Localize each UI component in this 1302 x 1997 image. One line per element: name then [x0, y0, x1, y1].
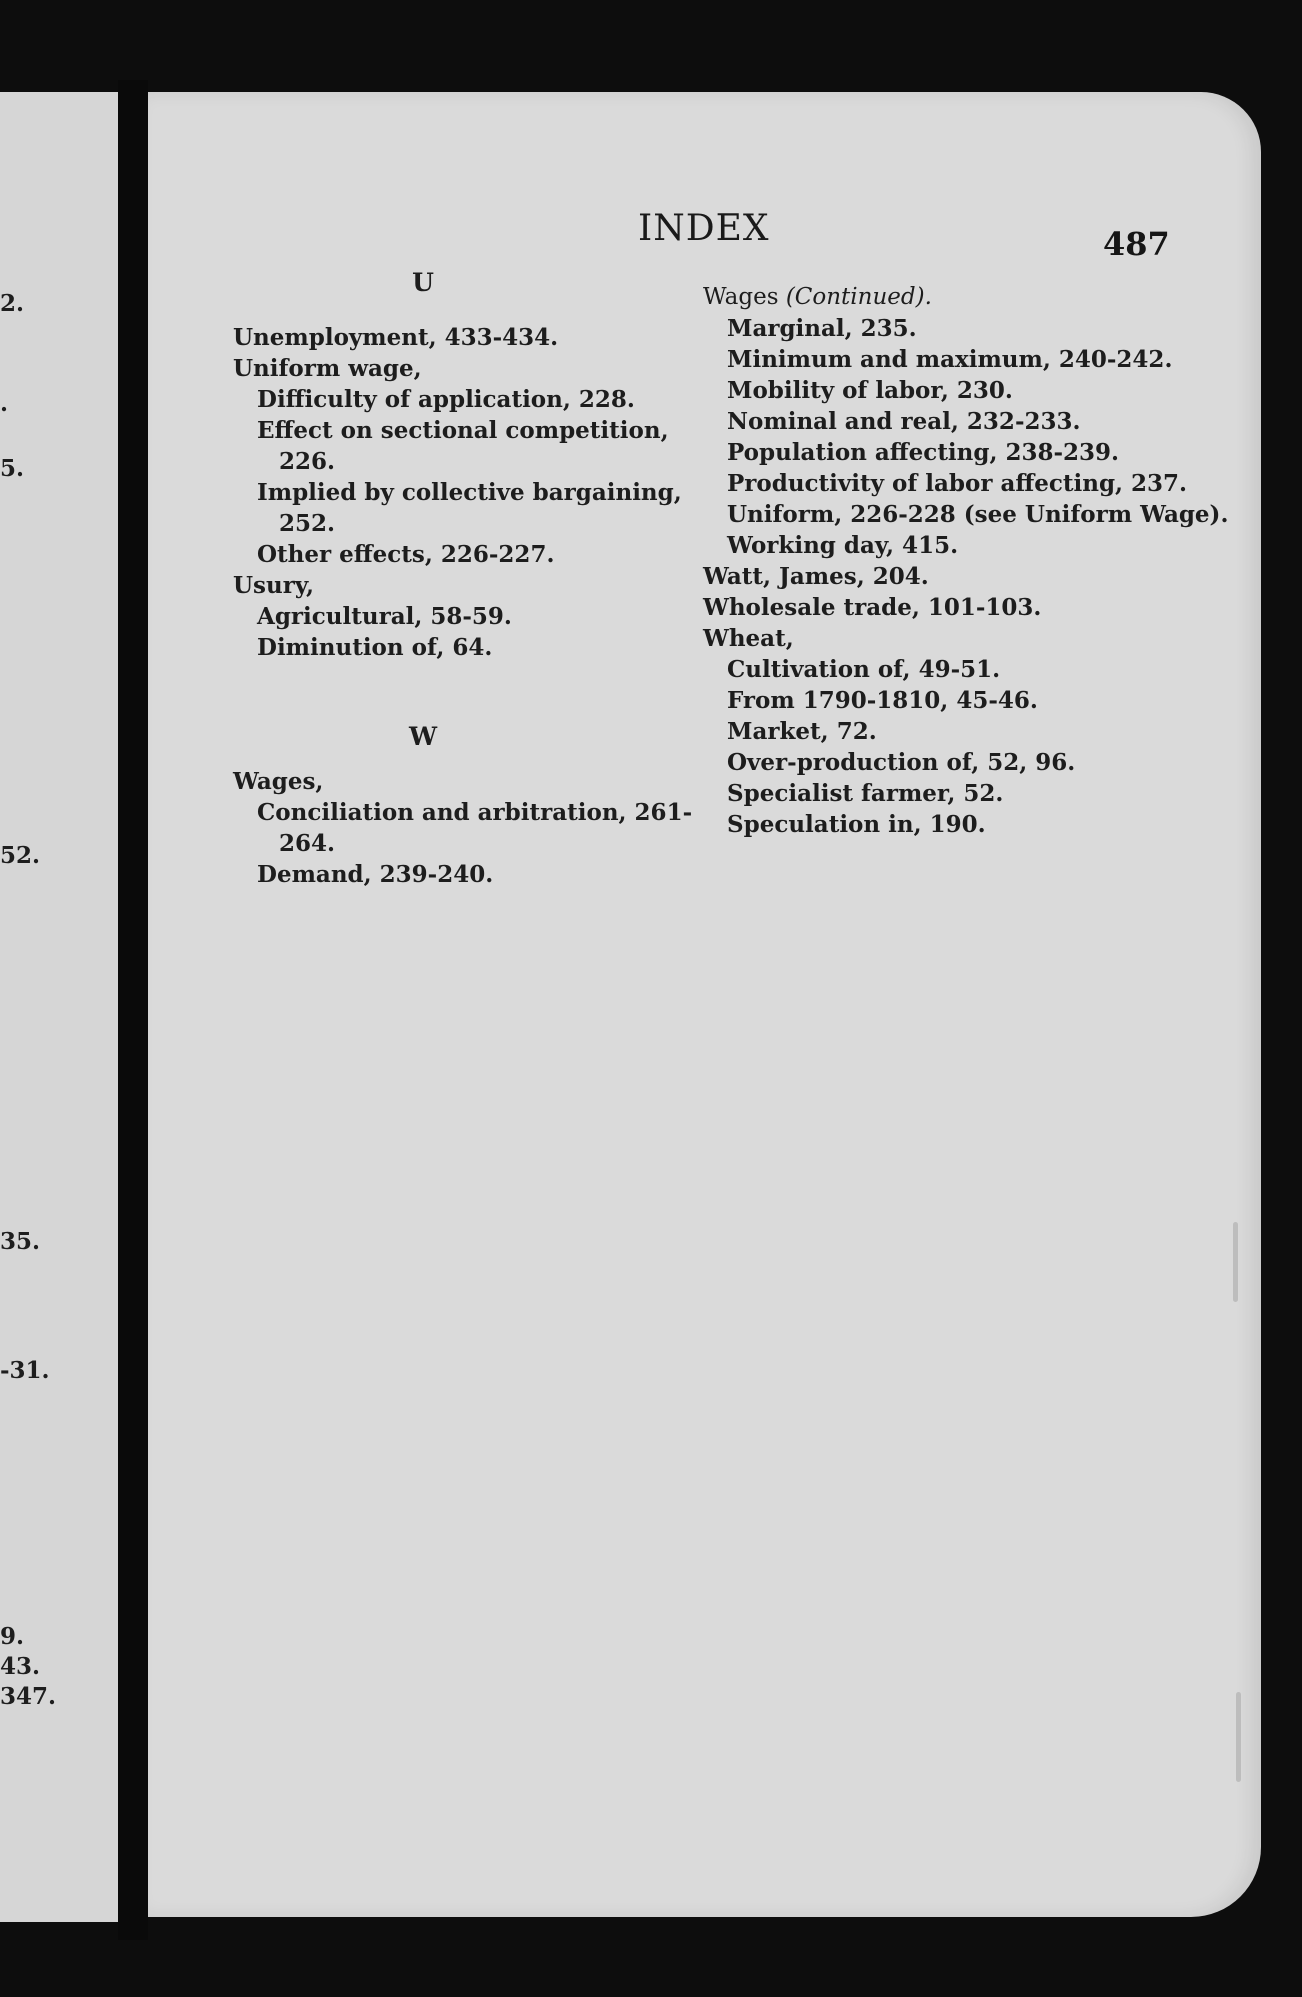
- page-title: INDEX: [638, 208, 770, 249]
- index-subentry: Minimum and maximum, 240-242.: [727, 346, 1173, 373]
- book-gutter: [118, 80, 148, 1940]
- index-entry: Unemployment, 433-434.: [233, 324, 559, 351]
- index-subentry: Population affecting, 238-239.: [727, 439, 1120, 466]
- facing-page-fragment: 52.: [0, 842, 41, 869]
- index-subentry: Working day, 415.: [727, 532, 959, 559]
- index-entry: Usury,: [233, 572, 315, 599]
- facing-page-fragment: 347.: [0, 1683, 57, 1710]
- facing-page-fragment: 9.: [0, 1623, 25, 1650]
- section-letter-w: W: [408, 722, 438, 751]
- index-subentry: Agricultural, 58-59.: [257, 603, 512, 630]
- index-column-left: [233, 267, 693, 890]
- index-heading-continued: [703, 282, 1263, 313]
- index-entry: Wheat,: [703, 625, 794, 652]
- section-letter-u: U: [412, 268, 434, 297]
- facing-page-fragment: -31.: [0, 1357, 50, 1384]
- index-subentry: Speculation in, 190.: [727, 811, 986, 838]
- index-subentry: Productivity of labor affecting, 237.: [727, 470, 1188, 497]
- index-subentry: Effect on sectional competition, 226.: [257, 417, 669, 475]
- section-w-entries: [233, 766, 693, 890]
- index-subentry: Mobility of labor, 230.: [727, 377, 1013, 404]
- index-subentry: Specialist farmer, 52.: [727, 780, 1004, 807]
- index-subentry: Marginal, 235.: [727, 315, 917, 342]
- index-page: [148, 92, 1261, 1917]
- index-subentry: Other effects, 226-227.: [257, 541, 555, 568]
- index-subentry: From 1790-1810, 45-46.: [727, 687, 1038, 714]
- index-entry: Uniform wage,: [233, 355, 422, 382]
- index-entry: Wages,: [233, 768, 324, 795]
- index-subentry: Market, 72.: [727, 718, 877, 745]
- index-subentry: Diminution of, 64.: [257, 634, 493, 661]
- facing-page-edge: [0, 92, 118, 1922]
- index-subentry: Nominal and real, 232-233.: [727, 408, 1081, 435]
- facing-page-fragment: 2.: [0, 290, 25, 317]
- facing-page-fragment: .: [0, 390, 9, 417]
- index-subentry: Conciliation and arbitration, 261-264.: [257, 799, 693, 857]
- page-edge-mark: [1236, 1692, 1241, 1782]
- index-subentry: Difficulty of application, 228.: [257, 386, 635, 413]
- index-subentry: Over-production of, 52, 96.: [727, 749, 1076, 776]
- page-number: 487: [1103, 225, 1170, 263]
- index-subentry: Cultivation of, 49-51.: [727, 656, 1001, 683]
- page-edge-mark: [1233, 1222, 1238, 1302]
- continued-heading: Wages: [703, 284, 779, 310]
- index-subentry: Demand, 239-240.: [257, 861, 494, 888]
- index-subentry: Implied by collective bargaining, 252.: [257, 479, 682, 537]
- index-entry: Watt, James, 204.: [703, 563, 929, 590]
- continued-label: (Continued).: [785, 284, 932, 310]
- index-subentry: Uniform, 226-228 (see Uniform Wage).: [727, 501, 1229, 528]
- facing-page-fragment: 35.: [0, 1228, 41, 1255]
- right-column-entries: [703, 313, 1263, 840]
- index-column-right: [703, 282, 1263, 840]
- index-entry: Wholesale trade, 101-103.: [703, 594, 1042, 621]
- section-u-entries: [233, 322, 693, 663]
- facing-page-fragment: 43.: [0, 1653, 41, 1680]
- facing-page-fragment: 5.: [0, 455, 25, 482]
